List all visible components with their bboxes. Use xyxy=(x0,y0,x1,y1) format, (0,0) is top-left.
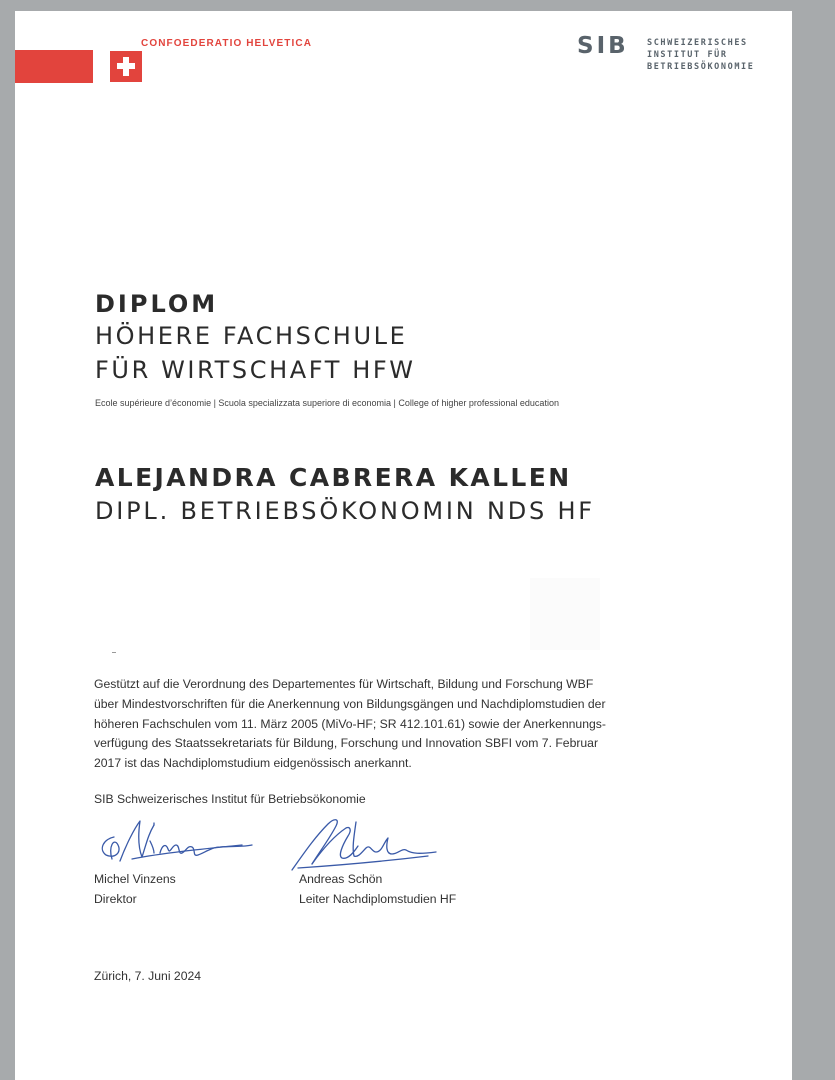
legal-paragraph xyxy=(94,675,694,774)
sib-name-line: SCHWEIZERISCHES xyxy=(647,38,748,48)
confoederatio-label: CONFOEDERATIO HELVETICA xyxy=(141,38,313,49)
legal-line: höheren Fachschulen vom 11. März 2005 (MiVo-HF; SR 412.101.61) sowie der Anerkennungs- xyxy=(94,716,606,731)
graduate-degree: DIPL. BETRIEBSÖKONOMIN NDS HF xyxy=(95,497,595,525)
swiss-cross-icon xyxy=(110,51,142,82)
signer-2-role: Leiter Nachdiplomstudien HF xyxy=(299,892,457,906)
place-and-date: Zürich, 7. Juni 2024 xyxy=(94,969,202,983)
school-title-line-1: HÖHERE FACHSCHULE xyxy=(95,322,408,350)
institute-line: SIB Schweizerisches Institut für Betriebsökonomie xyxy=(94,792,366,806)
signer-1-role: Direktor xyxy=(94,892,137,906)
legal-line: Gestützt auf die Verordnung des Departementes für Wirtschaft, Bildung und Forschung WBF xyxy=(94,677,594,691)
legal-line: 2017 ist das Nachdiplomstudium eidgenössisch anerkannt. xyxy=(94,756,412,771)
sib-institute-name xyxy=(647,37,754,73)
diploma-page xyxy=(15,11,792,1080)
legal-line: verfügung des Staatssekretariats für Bildung, Forschung und Innovation SBFI vom 7. Februar xyxy=(94,736,599,751)
school-title-line-2: FÜR WIRTSCHAFT HFW xyxy=(95,356,416,384)
school-title-translations: Ecole supérieure d’économie | Scuola specializzata superiore di economia | College of higher professional education xyxy=(95,398,559,408)
sib-name-line: INSTITUT FÜR xyxy=(647,50,728,60)
signer-1-name: Michel Vinzens xyxy=(94,872,176,886)
signature-schoen xyxy=(288,812,438,874)
signature-vinzens xyxy=(92,815,262,877)
legal-line: über Mindestvorschriften für die Anerkennung von Bildungsgängen und Nachdiplomstudien der xyxy=(94,696,606,711)
faint-mark xyxy=(530,578,600,650)
signer-2-name: Andreas Schön xyxy=(299,872,383,886)
sib-name-line: BETRIEBSÖKONOMIE xyxy=(647,62,755,72)
graduate-name: ALEJANDRA CABRERA KALLEN xyxy=(95,463,572,492)
diplom-heading: DIPLOM xyxy=(95,290,219,318)
scan-speck xyxy=(112,652,116,653)
red-header-bar xyxy=(15,50,93,83)
sib-logo: SIB xyxy=(577,33,629,59)
